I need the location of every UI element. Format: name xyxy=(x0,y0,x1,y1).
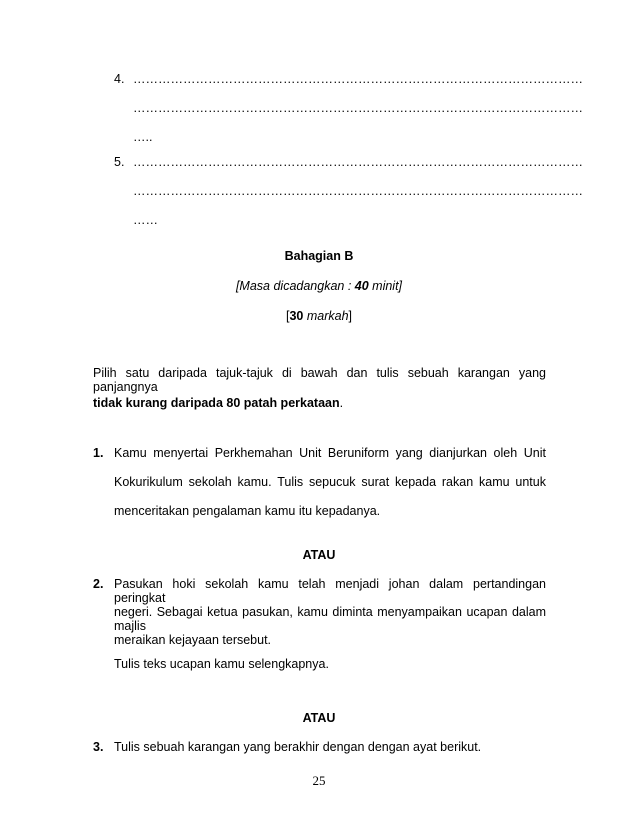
instruction-emphasis: tidak kurang daripada 80 patah perkataan xyxy=(93,396,340,410)
time-suffix: minit] xyxy=(368,279,403,293)
answer-number: 4. xyxy=(114,72,125,86)
question-line: Pasukan hoki sekolah kamu telah menjadi johan dalam pertandingan peringkat xyxy=(114,577,546,605)
instruction-line-1: Pilih satu daripada tajuk-tajuk di bawah dan tulis sebuah karangan yang panjangnya xyxy=(93,366,546,394)
section-marks xyxy=(0,309,638,323)
instruction-line-2 xyxy=(93,396,343,410)
question-line: meraikan kejayaan tersebut. xyxy=(114,633,272,647)
dotted-line: ……………………………………………………………………………………………… xyxy=(133,184,583,198)
question-number: 3. xyxy=(93,740,104,754)
question-line: Tulis sebuah karangan yang berakhir dengan dengan ayat berikut. xyxy=(114,740,482,754)
time-value: 40 xyxy=(354,279,369,293)
question-line: negeri. Sebagai ketua pasukan, kamu diminta menyampaikan ucapan dalam majlis xyxy=(114,605,546,633)
dotted-line: ……………………………………………………………………………………………… xyxy=(133,101,583,115)
page-number: 25 xyxy=(312,773,326,788)
question-line: Kokurikulum sekolah kamu. Tulis sepucuk surat kepada rakan kamu untuk xyxy=(114,475,546,489)
dotted-line: ……………………………………………………………………………………………… xyxy=(133,72,583,86)
separator-atau: ATAU xyxy=(302,548,336,562)
section-time xyxy=(0,279,638,293)
dotted-line: ……………………………………………………………………………………………… xyxy=(133,155,583,169)
question-line: Tulis teks ucapan kamu selengkapnya. xyxy=(114,657,329,671)
dotted-line: …… xyxy=(133,213,158,227)
question-line: menceritakan pengalaman kamu itu kepadanya. xyxy=(114,504,381,518)
answer-number: 5. xyxy=(114,155,125,169)
marks-close: ] xyxy=(348,309,353,323)
separator-atau: ATAU xyxy=(302,711,336,725)
question-line: Kamu menyertai Perkhemahan Unit Beruniform yang dianjurkan oleh Unit xyxy=(114,446,546,460)
question-number: 2. xyxy=(93,577,104,591)
marks-open: [ xyxy=(285,309,290,323)
question-number: 1. xyxy=(93,446,104,460)
marks-label: markah xyxy=(303,309,349,323)
dotted-line: ….. xyxy=(133,130,153,144)
instruction-period: . xyxy=(339,396,344,410)
marks-value: 30 xyxy=(289,309,304,323)
time-prefix: [Masa dicadangkan : xyxy=(235,279,355,293)
section-title: Bahagian B xyxy=(284,249,354,263)
